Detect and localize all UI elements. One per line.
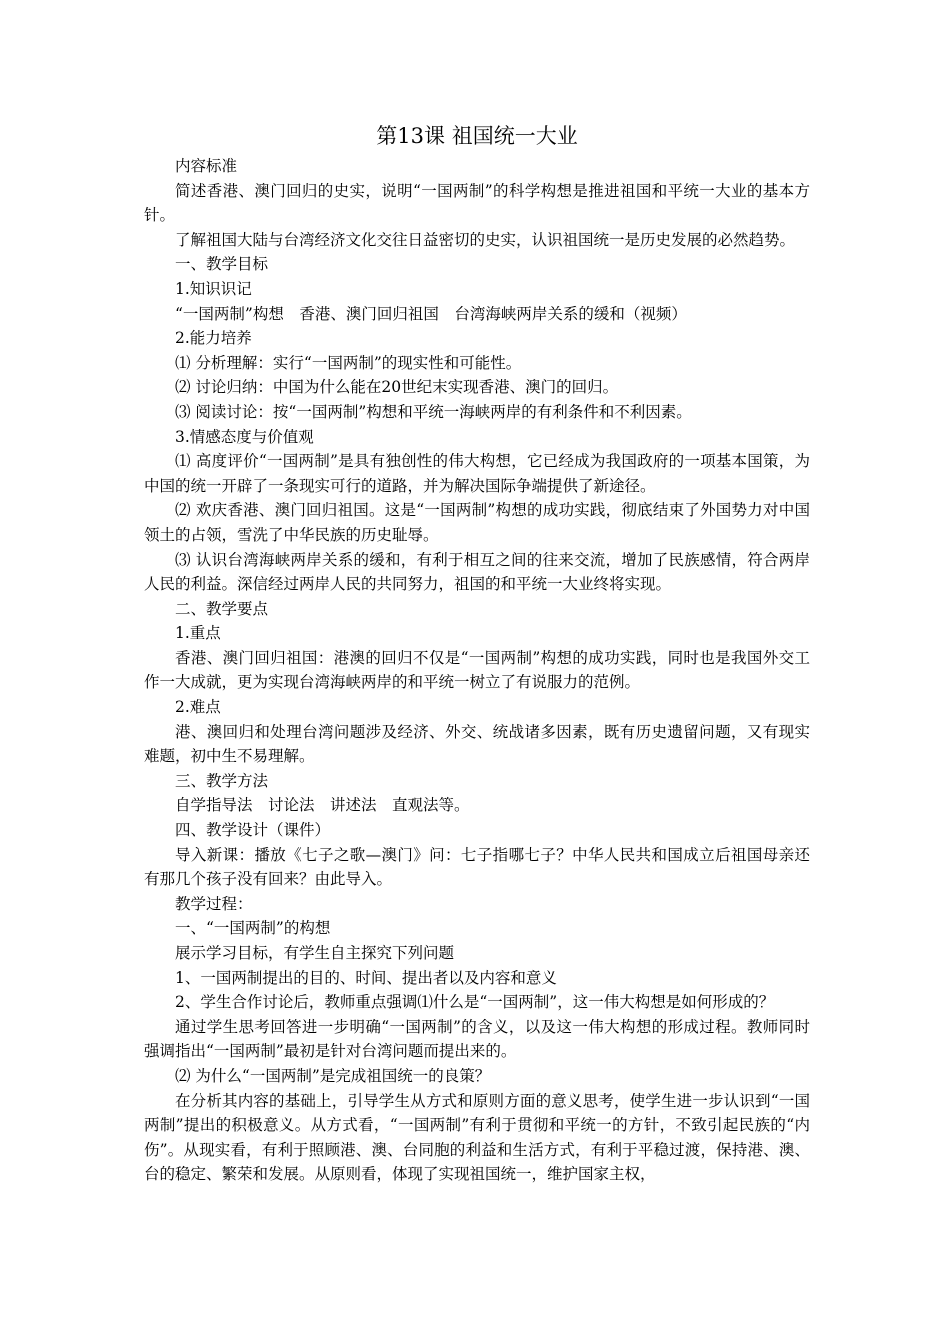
paragraph: 自学指导法 讨论法 讲述法 直观法等。 [175,796,470,815]
paragraph: 通过学生思考回答进一步明确“一国两制”的含义，以及这一伟大构想的形成过程。教师同时强调指出“一国两制”最初是针对台湾问题而提出来的。 [144,1017,810,1061]
paragraph: 香港、澳门回归祖国：港澳的回归不仅是“一国两制”构想的成功实践，同时也是我国外交工作一大成就，更为实现台湾海峡两岸的和平统一树立了有说服力的范例。 [144,648,810,692]
subsection-heading: 2.能力培养 [175,329,252,348]
subsection-heading: 1.知识识记 [175,279,252,298]
paragraph: 港、澳回归和处理台湾问题涉及经济、外交、统战诸多因素，既有历史遗留问题，又有现实难题，初中生不易理解。 [144,722,810,766]
subsection-heading: 2.难点 [175,698,221,717]
paragraph: 导入新课：播放《七子之歌—澳门》问：七子指哪七子？中华人民共和国成立后祖国母亲还有那几个孩子没有回来？由此导入。 [144,845,810,889]
paragraph: 2、学生合作讨论后，教师重点强调⑴什么是“一国两制”，这一伟大构想是如何形成的？ [175,993,775,1012]
paragraph: 简述香港、澳门回归的史实，说明“一国两制”的科学构想是推进祖国和平统一大业的基本方针。 [144,181,810,225]
paragraph: ⑵ 为什么“一国两制”是完成祖国统一的良策？ [175,1066,491,1085]
paragraph-content-standard: 内容标准 [175,157,238,175]
paragraph: 教学过程： [175,894,253,913]
paragraph: ⑶ 认识台湾海峡两岸关系的缓和，有利于相互之间的往来交流，增加了民族感情，符合两岸人民的利益。深信经过两岸人民的共同努力，祖国的和平统一大业终将实现。 [144,550,810,594]
paragraph: ⑵ 讨论归纳：中国为什么能在20世纪末实现香港、澳门的回归。 [175,378,619,397]
paragraph: “一国两制”构想 香港、澳门回归祖国 台湾海峡两岸关系的缓和（视频） [175,304,687,323]
document-body [144,118,810,1187]
section-heading: 三、教学方法 [175,771,269,790]
paragraph: 在分析其内容的基础上，引导学生从方式和原则方面的意义思考，使学生进一步认识到“一国两制”提出的积极意义。从方式看，“一国两制”有利于贯彻和平统一的方针，不致引起民族的“内伤”。从现实看，有利于照顾港、澳、台同胞的利益和生活方式，有利于平稳过渡，保持港、澳、台的稳定、繁荣和发展。从原则看，体现了实现祖国统一，维护国家主权， [144,1091,810,1184]
subsection-heading: 3.情感态度与价值观 [175,427,314,446]
section-heading: 二、教学要点 [175,599,269,618]
section-heading: 四、教学设计（课件） [175,821,331,840]
paragraph: ⑴ 分析理解：实行“一国两制”的现实性和可能性。 [175,353,522,372]
paragraph: ⑴ 高度评价“一国两制”是具有独创性的伟大构想，它已经成为我国政府的一项基本国策，为中国的统一开辟了一条现实可行的道路，并为解决国际争端提供了新途径。 [144,452,810,495]
paragraph: ⑵ 欢庆香港、澳门回归祖国。这是“一国两制”构想的成功实践，彻底结束了外国势力对中国领土的占领，雪洗了中华民族的历史耻辱。 [144,501,810,544]
paragraph: ⑶ 阅读讨论：按“一国两制”构想和平统一海峡两岸的有利条件和不利因素。 [175,402,692,421]
paragraph: 1、一国两制提出的目的、时间、提出者以及内容和意义 [175,968,557,987]
subsection-heading: 1.重点 [175,624,221,643]
paragraph: 了解祖国大陆与台湾经济文化交往日益密切的史实，认识祖国统一是历史发展的必然趋势。 [175,230,796,249]
section-heading: 一、“一国两制”的构想 [175,919,331,938]
paragraph: 展示学习目标，有学生自主探究下列问题 [175,944,455,962]
page-title: 第13课 祖国统一大业 [376,124,578,148]
section-heading: 一、教学目标 [175,255,269,274]
